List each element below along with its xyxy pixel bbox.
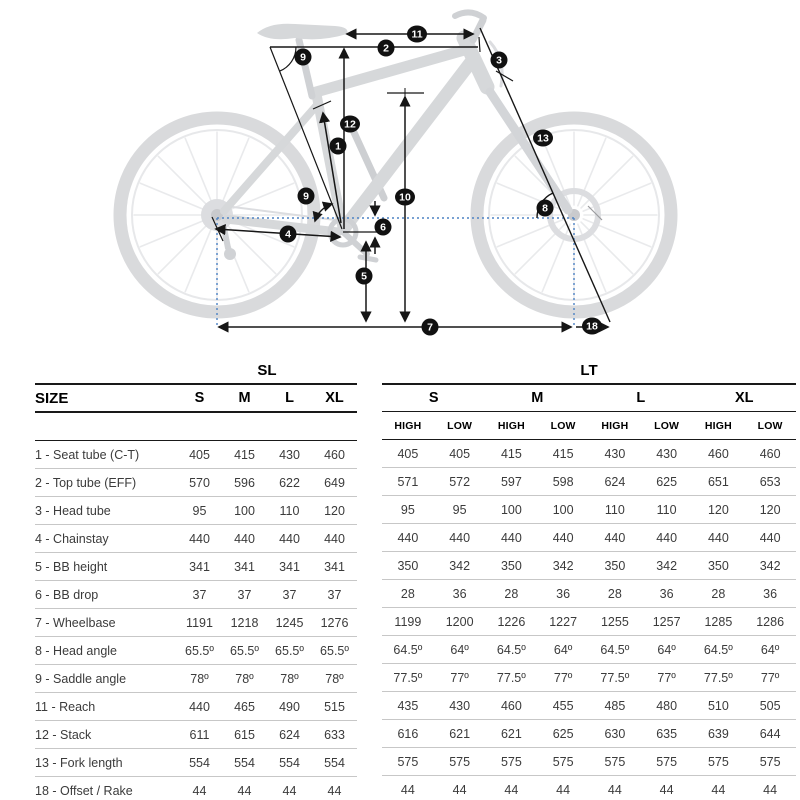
cell: 440 xyxy=(656,530,678,545)
lt-subcol-xl-low: LOW xyxy=(757,419,783,432)
cell: 110 xyxy=(656,502,677,517)
cell: 37 xyxy=(282,587,297,602)
bike-geometry-diagram xyxy=(0,0,800,350)
cell: 28 xyxy=(400,586,415,601)
cell: 596 xyxy=(234,475,255,490)
table-row xyxy=(35,581,357,609)
cell: 44 xyxy=(192,783,207,798)
cell: 341 xyxy=(234,559,255,574)
cell: 64.5º xyxy=(703,642,733,657)
cell: 575 xyxy=(656,754,678,769)
diagram-marker-3 xyxy=(491,52,508,69)
table-row xyxy=(382,524,796,552)
cell: 510 xyxy=(707,698,729,713)
cell: 440 xyxy=(449,530,471,545)
table-row xyxy=(382,692,796,720)
cell: 95 xyxy=(192,503,207,518)
cell: 44 xyxy=(607,782,622,797)
cell: 342 xyxy=(552,558,574,573)
cell: 110 xyxy=(604,502,625,517)
diagram-marker-11 xyxy=(407,26,427,43)
cell: 341 xyxy=(189,559,210,574)
table-row xyxy=(382,636,796,664)
cell: 633 xyxy=(324,727,345,742)
cell: 635 xyxy=(656,726,678,741)
cell: 64º xyxy=(450,642,469,657)
saddle xyxy=(257,24,348,40)
cell: 65.5º xyxy=(320,643,349,658)
cell: 644 xyxy=(759,726,781,741)
cell: 77º xyxy=(450,670,469,685)
cell: 440 xyxy=(279,531,300,546)
svg-text:6: 6 xyxy=(380,221,386,234)
cell: 77.5º xyxy=(393,670,423,685)
lt-size-header-row xyxy=(382,385,796,411)
lt-col-header-l: L xyxy=(636,390,646,406)
cell: 415 xyxy=(500,446,522,461)
diagram-marker-4 xyxy=(280,226,297,243)
cell: 28 xyxy=(504,586,519,601)
cell: 440 xyxy=(234,531,255,546)
cell: 100 xyxy=(552,502,574,517)
row-label: 9 - Saddle angle xyxy=(35,671,127,686)
diagram-marker-13 xyxy=(533,130,553,147)
cell: 37 xyxy=(327,587,342,602)
table-row xyxy=(382,440,796,468)
svg-text:7: 7 xyxy=(427,321,433,334)
cell: 440 xyxy=(759,530,781,545)
cell: 77º xyxy=(657,670,676,685)
cell: 575 xyxy=(707,754,729,769)
cell: 342 xyxy=(449,558,471,573)
table-row xyxy=(382,468,796,496)
svg-text:2: 2 xyxy=(383,42,389,55)
cell: 44 xyxy=(452,782,467,797)
cell: 1199 xyxy=(394,614,422,629)
row-label: 7 - Wheelbase xyxy=(35,615,116,630)
cell: 570 xyxy=(189,475,210,490)
cell: 440 xyxy=(189,531,210,546)
cell: 554 xyxy=(234,755,255,770)
cell: 405 xyxy=(189,447,210,462)
cell: 36 xyxy=(763,586,778,601)
cell: 430 xyxy=(656,446,678,461)
cell: 36 xyxy=(556,586,571,601)
cell: 64º xyxy=(760,642,780,657)
cell: 77.5º xyxy=(703,670,733,685)
table-row xyxy=(35,553,357,581)
table-row xyxy=(35,665,357,693)
cell: 120 xyxy=(707,502,729,517)
svg-text:9: 9 xyxy=(300,51,306,64)
cell: 621 xyxy=(449,726,471,741)
row-label: 4 - Chainstay xyxy=(35,531,109,546)
cell: 64.5º xyxy=(393,642,423,657)
row-label: 8 - Head angle xyxy=(35,643,118,658)
diagram-marker-18 xyxy=(582,318,602,335)
cell: 649 xyxy=(324,475,345,490)
table-row xyxy=(35,609,357,637)
cell: 44 xyxy=(400,782,415,797)
cell: 1191 xyxy=(186,615,213,630)
cell: 342 xyxy=(656,558,678,573)
cell: 36 xyxy=(452,586,467,601)
svg-text:12: 12 xyxy=(344,118,356,131)
cell: 554 xyxy=(279,755,300,770)
diagram-marker-9 xyxy=(298,188,315,205)
lt-subcol-s-low: LOW xyxy=(447,419,473,432)
lt-col-header-s: S xyxy=(428,390,439,406)
cell: 37 xyxy=(192,587,207,602)
lt-highlow-header-row xyxy=(382,412,796,439)
lt-subcol-m-low: LOW xyxy=(550,419,576,432)
cell: 1255 xyxy=(600,614,629,629)
cell: 598 xyxy=(552,474,574,489)
cell: 44 xyxy=(327,783,342,798)
cell: 440 xyxy=(397,530,419,545)
cell: 95 xyxy=(452,502,467,517)
cell: 350 xyxy=(397,558,419,573)
svg-text:4: 4 xyxy=(285,228,291,241)
sl-col-header-m: M xyxy=(238,390,251,406)
cell: 1227 xyxy=(549,614,578,629)
cell: 625 xyxy=(552,726,574,741)
cell: 554 xyxy=(324,755,345,770)
table-row xyxy=(35,469,357,497)
cell: 28 xyxy=(607,586,622,601)
cell: 77.5º xyxy=(600,670,630,685)
geometry-table-sl xyxy=(35,358,357,800)
table-row xyxy=(382,664,796,692)
cell: 415 xyxy=(552,446,574,461)
cell: 575 xyxy=(500,754,522,769)
diagram-marker-1 xyxy=(330,138,347,155)
svg-text:10: 10 xyxy=(399,191,411,204)
table-row xyxy=(382,608,796,636)
lt-subcol-l-high: HIGH xyxy=(601,419,629,432)
diagram-marker-12 xyxy=(340,116,360,133)
lt-subcol-m-high: HIGH xyxy=(497,419,525,432)
cell: 440 xyxy=(552,530,574,545)
cell: 624 xyxy=(604,474,626,489)
cell: 575 xyxy=(552,754,574,769)
cell: 505 xyxy=(759,698,781,713)
cell: 597 xyxy=(500,474,522,489)
lt-subcol-l-low: LOW xyxy=(654,419,680,432)
cell: 575 xyxy=(397,754,419,769)
sl-group-row xyxy=(35,358,357,383)
cell: 405 xyxy=(397,446,419,461)
cell: 350 xyxy=(707,558,729,573)
cell: 430 xyxy=(604,446,626,461)
lt-subcol-xl-high: HIGH xyxy=(704,419,732,432)
lt-table-body xyxy=(382,440,796,800)
cell: 77º xyxy=(553,670,573,685)
axle-guide-lines xyxy=(217,218,576,326)
cell: 100 xyxy=(500,502,522,517)
geometry-table-lt xyxy=(382,358,796,800)
cell: 64.5º xyxy=(496,642,526,657)
cell: 405 xyxy=(449,446,471,461)
cell: 1226 xyxy=(497,614,526,629)
cell: 480 xyxy=(656,698,678,713)
cell: 651 xyxy=(707,474,729,489)
table-row xyxy=(382,776,796,800)
table-row xyxy=(35,441,357,469)
cell: 571 xyxy=(397,474,419,489)
cell: 490 xyxy=(279,699,300,714)
cell: 350 xyxy=(604,558,626,573)
cell: 615 xyxy=(234,727,255,742)
diagram-marker-2 xyxy=(378,40,395,57)
cell: 653 xyxy=(759,474,781,489)
cell: 342 xyxy=(759,558,781,573)
sl-group-label: SL xyxy=(257,362,277,379)
diagram-marker-7 xyxy=(422,319,439,336)
table-row xyxy=(382,720,796,748)
lt-col-header-xl: XL xyxy=(734,390,754,406)
cell: 44 xyxy=(763,782,778,797)
sl-col-header-l: L xyxy=(285,390,294,406)
cell: 95 xyxy=(400,502,415,517)
cell: 77.5º xyxy=(496,670,526,685)
saddle-angle-arc xyxy=(280,47,296,71)
table-row xyxy=(35,693,357,721)
row-label: 13 - Fork length xyxy=(35,755,123,770)
diagram-marker-6 xyxy=(375,219,392,236)
row-label: 11 - Reach xyxy=(35,699,96,714)
diagram-marker-9 xyxy=(295,49,312,66)
cell: 465 xyxy=(234,699,255,714)
cell: 575 xyxy=(604,754,626,769)
cell: 460 xyxy=(500,698,522,713)
cell: 1245 xyxy=(275,615,304,630)
svg-text:1: 1 xyxy=(335,140,341,153)
lt-group-label: LT xyxy=(580,362,598,379)
table-row xyxy=(35,637,357,665)
front-wheel xyxy=(477,118,671,312)
diagram-marker-10 xyxy=(395,189,415,206)
cell: 100 xyxy=(234,503,255,518)
svg-text:13: 13 xyxy=(537,132,549,145)
size-header: SIZE xyxy=(35,389,69,407)
cell: 44 xyxy=(282,783,297,798)
cell: 621 xyxy=(500,726,522,741)
sl-size-header-row xyxy=(35,385,357,411)
svg-text:3: 3 xyxy=(496,54,502,67)
cell: 1257 xyxy=(652,614,681,629)
row-label: 6 - BB drop xyxy=(35,587,99,602)
cell: 455 xyxy=(552,698,574,713)
svg-text:18: 18 xyxy=(586,320,598,333)
cell: 44 xyxy=(556,782,571,797)
cell: 44 xyxy=(237,783,252,798)
bike-silhouette xyxy=(120,12,671,312)
cell: 77º xyxy=(760,670,780,685)
cell: 110 xyxy=(279,503,300,518)
cell: 625 xyxy=(656,474,678,489)
lt-col-header-m: M xyxy=(531,390,544,406)
cell: 1218 xyxy=(230,615,259,630)
cell: 64.5º xyxy=(600,642,630,657)
cell: 65.5º xyxy=(275,643,304,658)
table-row xyxy=(382,496,796,524)
sl-col-header-s: S xyxy=(194,390,205,406)
sl-table-body xyxy=(35,441,357,800)
cell: 460 xyxy=(759,446,781,461)
cell: 64º xyxy=(657,642,676,657)
cell: 575 xyxy=(449,754,471,769)
cell: 485 xyxy=(604,698,626,713)
svg-text:5: 5 xyxy=(361,270,367,283)
row-label: 3 - Head tube xyxy=(35,503,111,518)
cell: 435 xyxy=(397,698,419,713)
cell: 430 xyxy=(279,447,300,462)
cell: 622 xyxy=(279,475,300,490)
row-label: 12 - Stack xyxy=(35,727,92,742)
cell: 515 xyxy=(324,699,345,714)
table-row xyxy=(35,777,357,800)
cell: 65.5º xyxy=(185,643,214,658)
cell: 120 xyxy=(324,503,345,518)
cell: 611 xyxy=(189,727,210,742)
cell: 44 xyxy=(659,782,674,797)
cell: 1200 xyxy=(445,614,474,629)
cell: 630 xyxy=(604,726,626,741)
diagram-marker-5 xyxy=(356,268,373,285)
group-spacer xyxy=(35,358,177,383)
diagram-marker-8 xyxy=(537,200,554,217)
cell: 65.5º xyxy=(230,643,259,658)
cell: 616 xyxy=(397,726,419,741)
cell: 440 xyxy=(707,530,729,545)
cell: 341 xyxy=(279,559,300,574)
cell: 36 xyxy=(659,586,674,601)
svg-text:8: 8 xyxy=(542,202,548,215)
table-row xyxy=(35,749,357,777)
cell: 440 xyxy=(500,530,522,545)
row-label: 5 - BB height xyxy=(35,559,108,574)
cell: 440 xyxy=(189,699,210,714)
table-row xyxy=(35,497,357,525)
cell: 350 xyxy=(500,558,522,573)
row-label: 2 - Top tube (EFF) xyxy=(35,475,137,490)
cell: 44 xyxy=(711,782,726,797)
cell: 430 xyxy=(449,698,471,713)
cell: 639 xyxy=(707,726,729,741)
table-row xyxy=(35,721,357,749)
cell: 78º xyxy=(235,671,254,686)
cell: 440 xyxy=(324,531,345,546)
cell: 554 xyxy=(189,755,210,770)
cell: 1276 xyxy=(320,615,349,630)
cell: 415 xyxy=(234,447,255,462)
table-row xyxy=(35,525,357,553)
sl-empty-subheader-row xyxy=(35,413,357,440)
cell: 575 xyxy=(759,754,781,769)
cell: 28 xyxy=(711,586,726,601)
cell: 440 xyxy=(604,530,626,545)
cell: 572 xyxy=(449,474,471,489)
cell: 78º xyxy=(325,671,344,686)
cell: 78º xyxy=(190,671,209,686)
lt-group-row xyxy=(382,358,796,383)
svg-text:11: 11 xyxy=(411,28,423,41)
cell: 460 xyxy=(707,446,729,461)
table-row xyxy=(382,580,796,608)
cell: 120 xyxy=(759,502,781,517)
cell: 64º xyxy=(553,642,573,657)
table-row xyxy=(382,552,796,580)
cell: 460 xyxy=(324,447,345,462)
cell: 1286 xyxy=(756,614,785,629)
svg-text:9: 9 xyxy=(303,190,309,203)
row-label: 18 - Offset / Rake xyxy=(35,783,133,798)
cell: 44 xyxy=(504,782,519,797)
cell: 78º xyxy=(280,671,299,686)
cell: 37 xyxy=(237,587,252,602)
cell: 341 xyxy=(324,559,345,574)
sl-col-header-xl: XL xyxy=(325,390,344,406)
row-label: 1 - Seat tube (C-T) xyxy=(35,447,140,462)
lt-subcol-s-high: HIGH xyxy=(394,419,422,432)
table-row xyxy=(382,748,796,776)
cell: 1285 xyxy=(704,614,733,629)
cell: 624 xyxy=(279,727,300,742)
